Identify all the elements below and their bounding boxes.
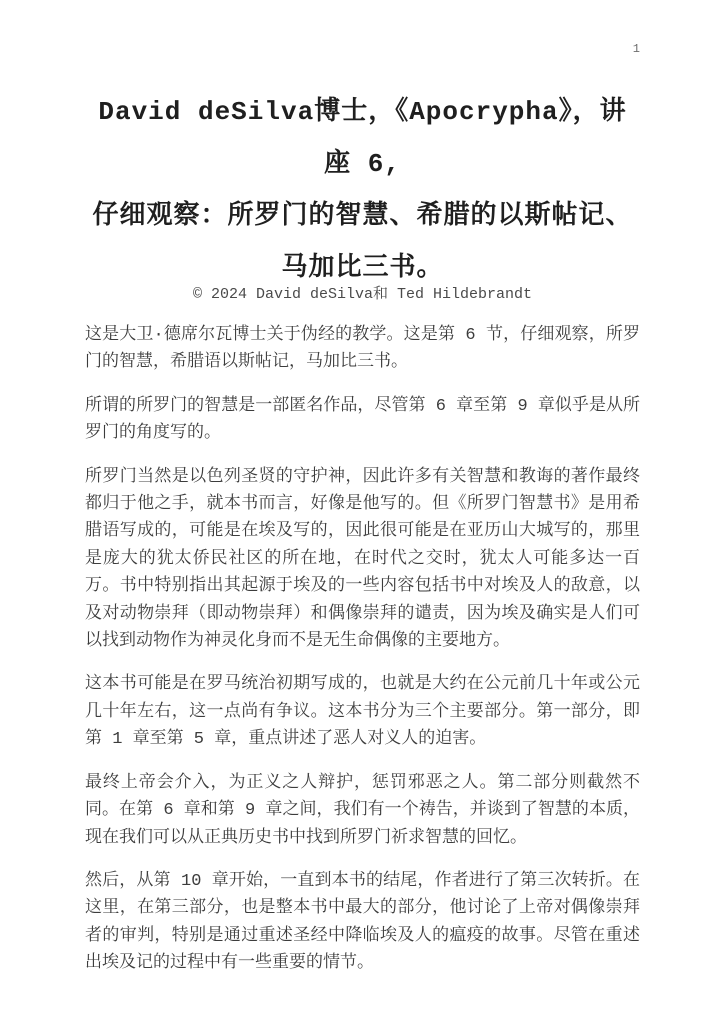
title-line-2: 仔细观察：所罗门的智慧、希腊的以斯帖记、 xyxy=(92,201,633,231)
paragraph-3: 所罗门当然是以色列圣贤的守护神，因此许多有关智慧和教诲的著作最终都归于他之手，就本书而言，好像是他写的。但《所罗门智慧书》是用希腊语写成的，可能是在埃及写的，因此很可能是在亚历山大城写的，那里是庞大的犹太侨民社区的所在地，在时代之交时，犹太人可能多达一百万。书中特别指出其起源于埃及的一些内容包括书中对埃及人的敌意，以及对动物崇拜（即动物崇拜）和偶像崇拜的谴责，因为埃及确实是人们可以找到动物作为神灵化身而不是无生命偶像的主要地方。 xyxy=(85,467,640,652)
paragraph-6: 然后，从第 10 章开始，一直到本书的结尾，作者进行了第三次转折。在这里，在第三部分，也是整本书中最大的部分，他讨论了上帝对偶像崇拜者的审判，特别是通过重述圣经中降临埃及人的瘟疫的故事。尽管在重述出埃及记的过程中有一些重要的情节。 xyxy=(85,871,640,974)
document-body xyxy=(85,322,640,978)
paragraph-5: 最终上帝会介入，为正义之人辩护，惩罚邪恶之人。第二部分则截然不同。在第 6 章和第 9 章之间，我们有一个祷告，并谈到了智慧的本质，现在我们可以从正典历史书中找到所罗门祈求智慧的回忆。 xyxy=(85,773,640,848)
paragraph-2: 所谓的所罗门的智慧是一部匿名作品，尽管第 6 章至第 9 章似乎是从所罗门的角度写的。 xyxy=(85,396,640,444)
paragraph-4: 这本书可能是在罗马统治初期写成的，也就是大约在公元前几十年或公元几十年左右，这一点尚有争议。这本书分为三个主要部分。第一部分，即第 1 章至第 5 章，重点讲述了恶人对义人的迫害。 xyxy=(85,675,640,750)
title-line-3: 马加比三书。 xyxy=(281,253,444,283)
paragraph-1: 这是大卫·德席尔瓦博士关于伪经的教学。这是第 6 节，仔细观察，所罗门的智慧，希腊语以斯帖记，马加比三书。 xyxy=(85,326,640,373)
page-number: 1 xyxy=(632,42,640,56)
document-title xyxy=(85,86,640,294)
copyright-line: © 2024 David deSilva和 Ted Hildebrandt xyxy=(192,286,533,303)
title-line-1: David deSilva博士，《Apocrypha》，讲座 6, xyxy=(98,97,627,179)
